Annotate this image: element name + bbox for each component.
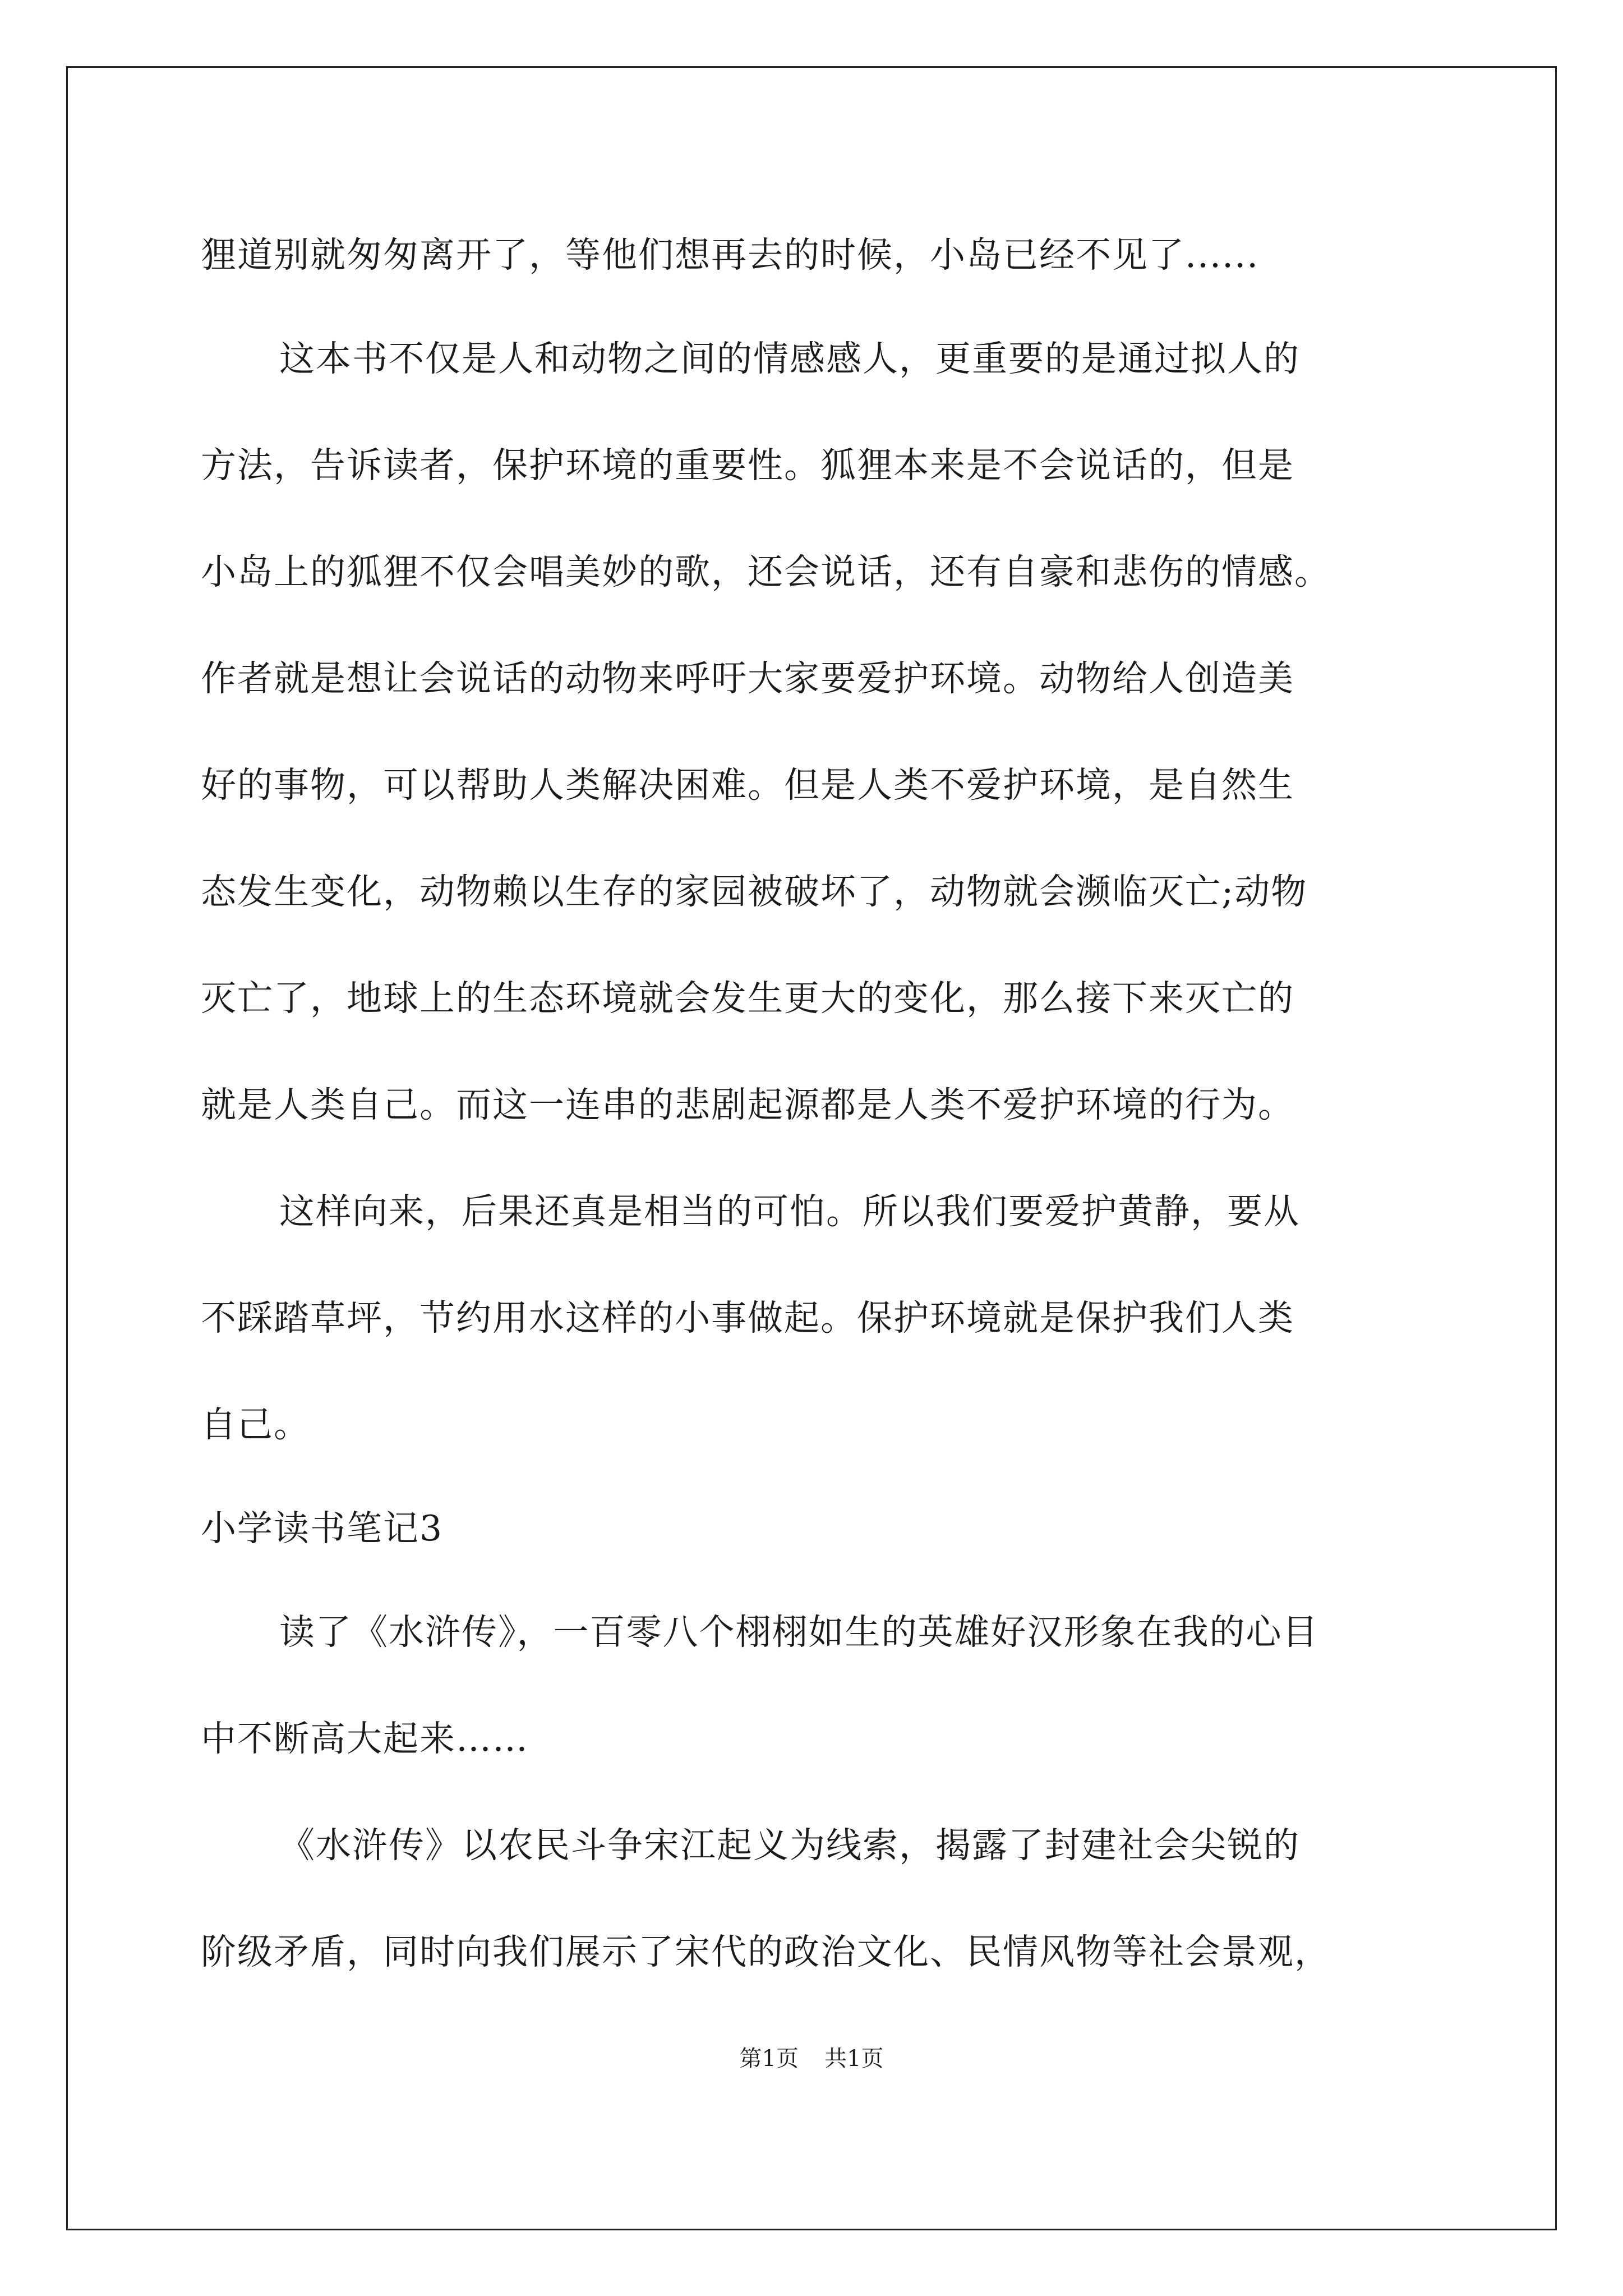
text-line: 狸道别就匆匆离开了，等他们想再去的时候，小岛已经不见了...... — [201, 234, 1260, 275]
text-line: 方法，告诉读者，保护环境的重要性。狐狸本来是不会说话的，但是 — [201, 445, 1294, 486]
text-line: 自己。 — [201, 1404, 310, 1445]
paragraph-start-line: 这本书不仅是人和动物之间的情感感人，更重要的是通过拟人的 — [279, 338, 1300, 379]
section-heading: 小学读书笔记3 — [201, 1508, 444, 1549]
text-line: 灭亡了，地球上的生态环境就会发生更大的变化，那么接下来灭亡的 — [201, 978, 1294, 1019]
text-line: 作者就是想让会说话的动物来呼吁大家要爱护环境。动物给人创造美 — [201, 658, 1294, 699]
paragraph-start-line: 读了《水浒传》，一百零八个栩栩如生的英雄好汉形象在我的心目 — [279, 1612, 1319, 1653]
text-line: 态发生变化，动物赖以生存的家园被破坏了，动物就会濒临灭亡;动物 — [201, 871, 1308, 912]
paragraph-start-line: 这样向来，后果还真是相当的可怕。所以我们要爱护黄静，要从 — [279, 1191, 1300, 1232]
text-line: 好的事物，可以帮助人类解决困难。但是人类不爱护环境，是自然生 — [201, 765, 1294, 806]
paragraph-start-line: 《水浒传》以农民斗争宋江起义为线索，揭露了封建社会尖锐的 — [279, 1825, 1300, 1866]
page-number: 第1页 — [739, 2046, 799, 2072]
text-line: 就是人类自己。而这一连串的悲剧起源都是人类不爱护环境的行为。 — [201, 1084, 1294, 1125]
page-border — [66, 66, 1557, 2230]
page-total: 共1页 — [824, 2046, 884, 2072]
text-line: 不踩踏草坪，节约用水这样的小事做起。保护环境就是保护我们人类 — [201, 1297, 1294, 1338]
text-line: 阶级矛盾，同时向我们展示了宋代的政治文化、民情风物等社会景观， — [201, 1931, 1331, 1972]
page-footer — [0, 2042, 1623, 2076]
text-line: 中不断高大起来…… — [201, 1718, 529, 1759]
text-line: 小岛上的狐狸不仅会唱美妙的歌，还会说话，还有自豪和悲伤的情感。 — [201, 551, 1331, 592]
